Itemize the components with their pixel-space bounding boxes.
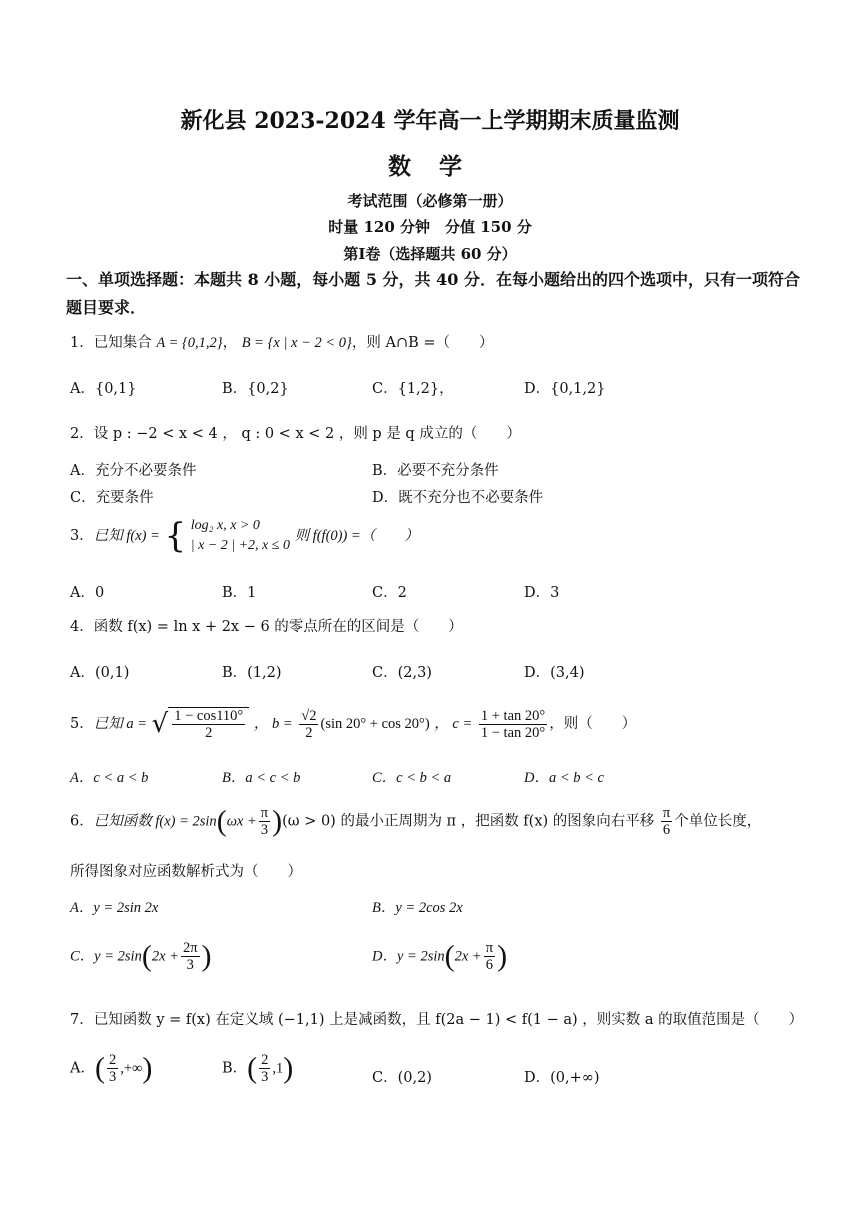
piece-case-1: log₂ x, x > 0 bbox=[190, 518, 260, 533]
fraction-denominator: 2 bbox=[305, 724, 313, 741]
fraction-denominator: 2 bbox=[205, 725, 213, 741]
right-paren: ) bbox=[283, 1051, 294, 1085]
option-lead: D．y = 2sin bbox=[372, 948, 445, 965]
fraction-denominator: 1 − tan 20° bbox=[480, 724, 546, 741]
fraction-denominator: 3 bbox=[261, 1069, 269, 1085]
option-b: B．(1,2) bbox=[222, 665, 282, 681]
option-b: B．a < c < b bbox=[222, 770, 301, 786]
fraction-numerator: 1 − cos110° bbox=[174, 708, 244, 724]
option-d: D．(3,4) bbox=[524, 665, 585, 681]
question-number: 7． bbox=[70, 1012, 94, 1028]
exam-scope: 考试范围（必修第一册） bbox=[347, 192, 513, 210]
fraction-numerator: 2π bbox=[182, 940, 198, 956]
question-number: 6． bbox=[70, 813, 94, 830]
option-c: C．(0,2) bbox=[372, 1070, 432, 1086]
option-tail: ,1 bbox=[272, 1060, 284, 1077]
option-b: B．必要不充分条件 bbox=[372, 463, 499, 479]
left-paren: ( bbox=[444, 939, 455, 973]
fraction-numerator: π bbox=[662, 805, 671, 821]
option-c: C．{1,2}， bbox=[372, 381, 454, 397]
question-number: 1． bbox=[70, 335, 94, 351]
piecewise-cases bbox=[191, 516, 290, 556]
option-c: C．c < b < a bbox=[372, 770, 452, 786]
option-b: B．{0,2} bbox=[222, 381, 289, 397]
set-b: B = {x | x − 2 < 0} bbox=[241, 335, 352, 351]
option-a: A．0 bbox=[70, 585, 105, 601]
option-a: A．(0,1) bbox=[70, 665, 130, 681]
option-lead: A． bbox=[70, 1060, 95, 1077]
question-prefix: 已知集合 bbox=[93, 335, 152, 351]
question-5 bbox=[70, 707, 636, 741]
question-tail: 个单位长度， bbox=[674, 813, 762, 830]
question-7 bbox=[70, 1008, 803, 1029]
option-lead: C．y = 2sin bbox=[70, 948, 142, 965]
option-c bbox=[70, 940, 212, 973]
option-a: A．充分不必要条件 bbox=[70, 463, 197, 479]
question-tail: 则 f(f(0)) =（ ） bbox=[294, 528, 419, 544]
option-d: D．{0,1,2} bbox=[524, 381, 606, 397]
left-paren: ( bbox=[141, 939, 152, 973]
question-3 bbox=[70, 516, 419, 556]
option-argument: 2x + bbox=[151, 948, 179, 965]
option-d: D．(0,+∞) bbox=[524, 1070, 600, 1086]
option-a: A．y = 2sin 2x bbox=[70, 900, 159, 916]
volume-heading: 第Ⅰ卷（选择题共 60 分） bbox=[343, 245, 517, 263]
right-paren: ) bbox=[142, 1051, 153, 1085]
question-4 bbox=[70, 615, 463, 636]
b-expression: (sin 20° + cos 20°) bbox=[320, 716, 430, 732]
question-1: 1．已知集合 A = {0,1,2}， B = {x | x − 2 < 0}，则 A∩B =（ ） bbox=[70, 335, 494, 351]
option-a bbox=[70, 1052, 152, 1085]
option-d bbox=[372, 940, 507, 973]
option-b: B．y = 2cos 2x bbox=[372, 900, 463, 916]
question-tail: ，则（ ） bbox=[549, 716, 637, 732]
fraction-denominator: 3 bbox=[108, 1069, 117, 1085]
exam-title: 新化县 2023-2024 学年高一上学期期末质量监测 bbox=[180, 108, 680, 134]
sqrt-sign: √ bbox=[151, 709, 169, 739]
fraction-denominator: 6 bbox=[485, 957, 494, 973]
argument-lead: ωx + bbox=[226, 813, 257, 830]
time-and-score: 时量 120 分钟 分值 150 分 bbox=[328, 218, 532, 236]
section-heading: 一、单项选择题：本题共 8 小题，每小题 5 分，共 40 分．在每小题给出的四个选项中，只有一项符合题目要求． bbox=[66, 270, 800, 317]
fraction-numerator: 1 + tan 20° bbox=[480, 707, 546, 724]
option-d: D．a < b < c bbox=[524, 770, 604, 786]
right-paren: ) bbox=[497, 939, 508, 973]
right-paren: ) bbox=[272, 804, 283, 838]
right-paren: ) bbox=[201, 939, 212, 973]
sqrt-radicand bbox=[168, 707, 249, 741]
left-paren: ( bbox=[94, 1051, 105, 1085]
question-prefix: 已知函数 f(x) = 2sin bbox=[93, 813, 217, 830]
question-stem: 函数 f(x) = ln x + 2x − 6 的零点所在的区间是（ ） bbox=[93, 619, 463, 635]
fraction-numerator: √2 bbox=[301, 707, 317, 724]
question-6-line-2: 所得图象对应函数解析式为（ ） bbox=[70, 864, 302, 880]
fraction-numerator: 2 bbox=[261, 1052, 269, 1068]
option-d: D．3 bbox=[524, 585, 560, 601]
fraction-denominator: 3 bbox=[186, 957, 194, 973]
question-number: 3． bbox=[70, 528, 94, 544]
question-prefix: 已知 f(x) = bbox=[93, 528, 160, 544]
piece-case-2: | x − 2 | +2, x ≤ 0 bbox=[190, 538, 290, 553]
question-6 bbox=[70, 805, 761, 838]
option-b bbox=[222, 1052, 293, 1085]
question-stem: 已知函数 y = f(x) 在定义域 (−1,1) 上是减函数，且 f(2a − 1) < f(1 − a) ，则实数 a 的取值范围是（ ） bbox=[93, 1012, 804, 1028]
fraction-numerator: π bbox=[260, 805, 269, 821]
option-a: A．{0,1} bbox=[70, 381, 137, 397]
option-c: C．充要条件 bbox=[70, 490, 154, 506]
option-c: C．(2,3) bbox=[372, 665, 432, 681]
question-number: 2． bbox=[70, 426, 94, 442]
fraction-numerator: π bbox=[485, 940, 494, 956]
fraction-denominator: 6 bbox=[662, 822, 671, 838]
subject-title: 数 学 bbox=[387, 153, 472, 180]
set-a: A = {0,1,2} bbox=[156, 335, 223, 351]
option-tail: ,+∞ bbox=[120, 1060, 143, 1077]
option-argument: 2x + bbox=[454, 948, 482, 965]
option-lead: B． bbox=[222, 1060, 248, 1077]
fraction-numerator: 2 bbox=[108, 1052, 117, 1068]
b-lead: ， b = bbox=[253, 716, 293, 732]
option-b: B．1 bbox=[222, 585, 257, 601]
fraction-denominator: 3 bbox=[260, 822, 269, 838]
question-stem: 设 p : −2 < x < 4 ， q : 0 < x < 2 ，则 p 是 q 成立的（ ） bbox=[93, 426, 521, 442]
option-d: D．既不充分也不必要条件 bbox=[372, 490, 544, 506]
question-number: 4． bbox=[70, 619, 94, 635]
option-a: A．c < a < b bbox=[70, 770, 149, 786]
option-c: C．2 bbox=[372, 585, 407, 601]
c-lead: ， c = bbox=[434, 716, 473, 732]
left-brace: { bbox=[164, 516, 187, 556]
left-paren: ( bbox=[247, 1051, 258, 1085]
question-2 bbox=[70, 422, 521, 443]
question-tail: ，则 A∩B =（ ） bbox=[351, 335, 494, 351]
question-number: 5． bbox=[70, 716, 94, 732]
question-middle: (ω > 0) 的最小正周期为 π ，把函数 f(x) 的图象向右平移 bbox=[282, 813, 655, 830]
question-prefix: 已知 a = bbox=[93, 716, 148, 732]
left-paren: ( bbox=[216, 804, 227, 838]
